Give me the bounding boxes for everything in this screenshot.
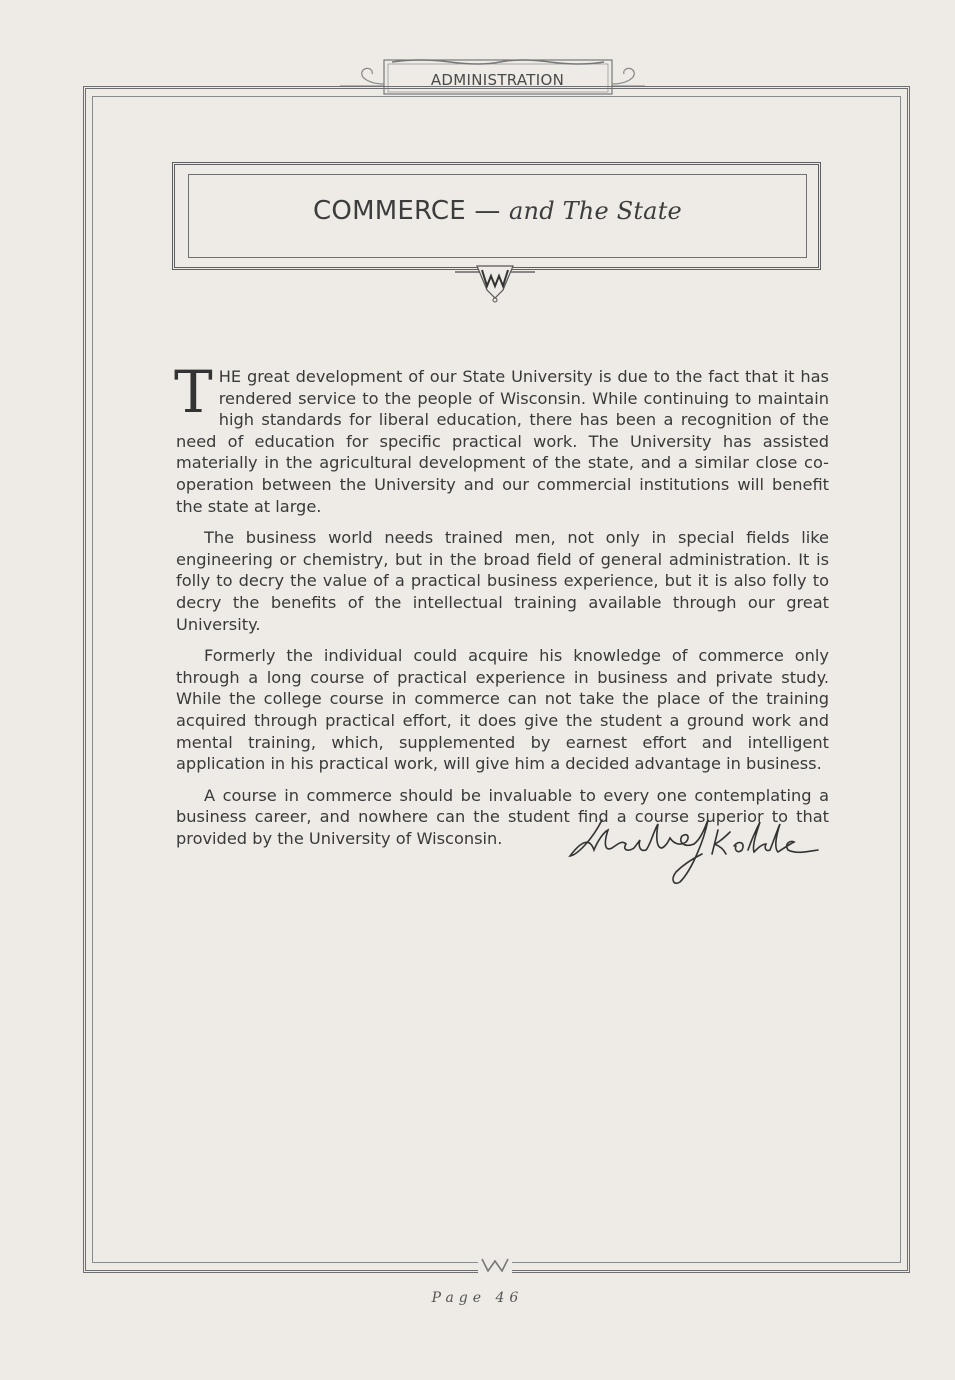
title-subtitle: and The State [509,197,682,225]
handwritten-signature [562,810,827,895]
page-number: Page 46 [431,1290,524,1306]
article-body [174,358,829,859]
bottom-w-ornament-icon [478,1256,512,1274]
title-main: COMMERCE — [313,196,501,226]
w-emblem-icon [455,262,535,304]
paragraph-1 [174,358,829,517]
paragraph-4: A course in commerce should be invaluable to every one contemplating a business career, and nowhere can the student find a course superior to that provided by the University of Wisconsin. [176,785,829,848]
paragraph-1-text: HE great development of our State University is due to the fact that it has rendered service to the people of Wisconsin. While continuing to maintain high standards for liberal education, there has been a recognition of the need of education for specific practical work. The University has assisted materially in the agricultural development of the state, and a similar close co-operation between the University and our commercial institutions will benefit the state at large. [176,367,829,516]
page-title [188,196,807,226]
section-label: ADMINISTRATION [430,71,565,89]
drop-cap: T [174,358,213,426]
paragraph-3: Formerly the individual could acquire his knowledge of commerce only through a long course of practical experience in business and private study. While the college course in commerce can not take the place of the training acquired through practical effort, it does give the student a ground work and mental training, which, supplemented by earnest effort and intelligent application in his practical work, will give him a decided advantage in business. [176,646,829,774]
paragraph-2: The business world needs trained men, not only in special fields like engineering or chemistry, but in the broad field of general administration. It is folly to decry the value of a practical business experience, but it is also folly to decry the benefits of the intellectual training available through our great University. [176,528,829,634]
